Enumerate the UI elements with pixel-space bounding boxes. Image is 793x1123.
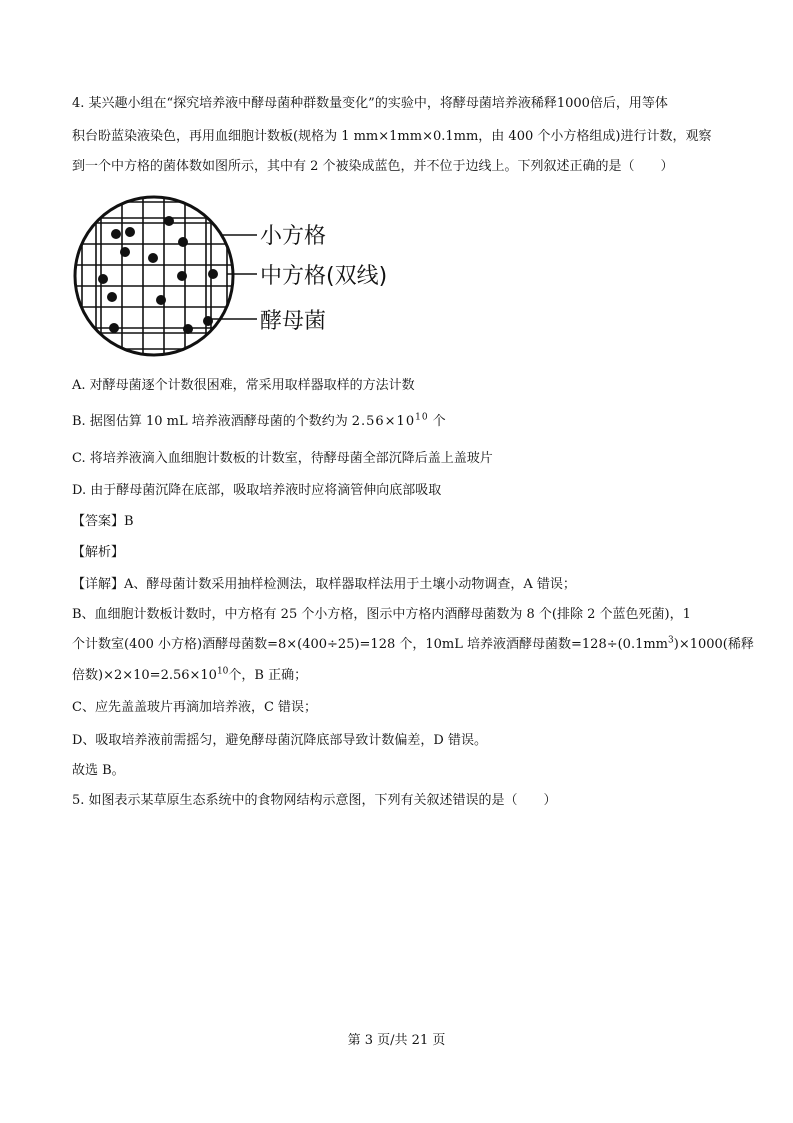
detail-line-2: B、血细胞计数板计数时，中方格有 25 个小方格，图示中方格内酒酵母菌数为 8 个(排除 2 个蓝色死菌)，1 [72,607,691,622]
q4-line-3: 到一个中方格的菌体数如图所示，其中有 2 个被染成蓝色，并不位于边线上。下列叙述正确的是（ ） [72,159,674,174]
option-b-value: $2.56\times 10^{10}$ [351,412,429,429]
answer-label: 【答案】B [72,514,134,529]
label-medium-square: 中方格(双线) [260,264,388,289]
detail-line-4: 倍数)$\times 2\times 10=2.56\times 10^{10}$个，B 正确； [72,666,308,683]
option-c: C. 将培养液滴入血细胞计数板的计数室，待酵母菌全部沉降后盖上盖玻片 [72,451,493,466]
detail-line-6: D、吸取培养液前需摇匀，避免酵母菌沉降底部导致计数偏差，D 错误。 [72,733,487,748]
option-d: D. 由于酵母菌沉降在底部，吸取培养液时应将滴管伸向底部吸取 [72,483,442,498]
option-b [72,414,446,430]
label-small-square: 小方格 [260,224,327,249]
page-footer: 第 3 页/共 21 页 [347,1033,446,1048]
option-b-text: B. 据图估算 10 mL 培养液酒酵母菌的个数约为 [72,414,348,429]
analysis-label: 【解析】 [72,545,125,560]
detail-line-7: 故选 B。 [72,763,125,778]
detail-line-3: 个计数室(400 小方格)酒酵母菌数=8×(400÷25)=128 个，10mL 培养液酒酵母菌数$=128\div(0.1mm^3)\times 1000$(稀释 [72,635,754,652]
q4-line-1: 4. 某兴趣小组在“探究培养液中酵母菌种群数量变化”的实验中，将酵母菌培养液稀释1000倍后，用等体 [72,96,668,111]
yeast-cells [98,216,218,334]
q4-line-2: 积台盼蓝染液染色，再用血细胞计数板(规格为 1 mm×1mm×0.1mm，由 400 个小方格组成)进行计数，观察 [72,129,712,144]
option-b-unit: 个 [432,414,446,429]
hemocytometer-figure [72,192,407,360]
option-a: A. 对酵母菌逐个计数很困难，常采用取样器取样的方法计数 [72,378,415,393]
q5-stem: 5. 如图表示某草原生态系统中的食物网结构示意图，下列有关叙述错误的是（ ） [72,793,557,808]
label-yeast: 酵母菌 [260,309,327,334]
detail-line-1: 【详解】A、酵母菌计数采用抽样检测法，取样器取样法用于土壤小动物调查，A 错误； [72,577,576,592]
detail-line-5: C、应先盖盖玻片再滴加培养液，C 错误； [72,700,318,715]
